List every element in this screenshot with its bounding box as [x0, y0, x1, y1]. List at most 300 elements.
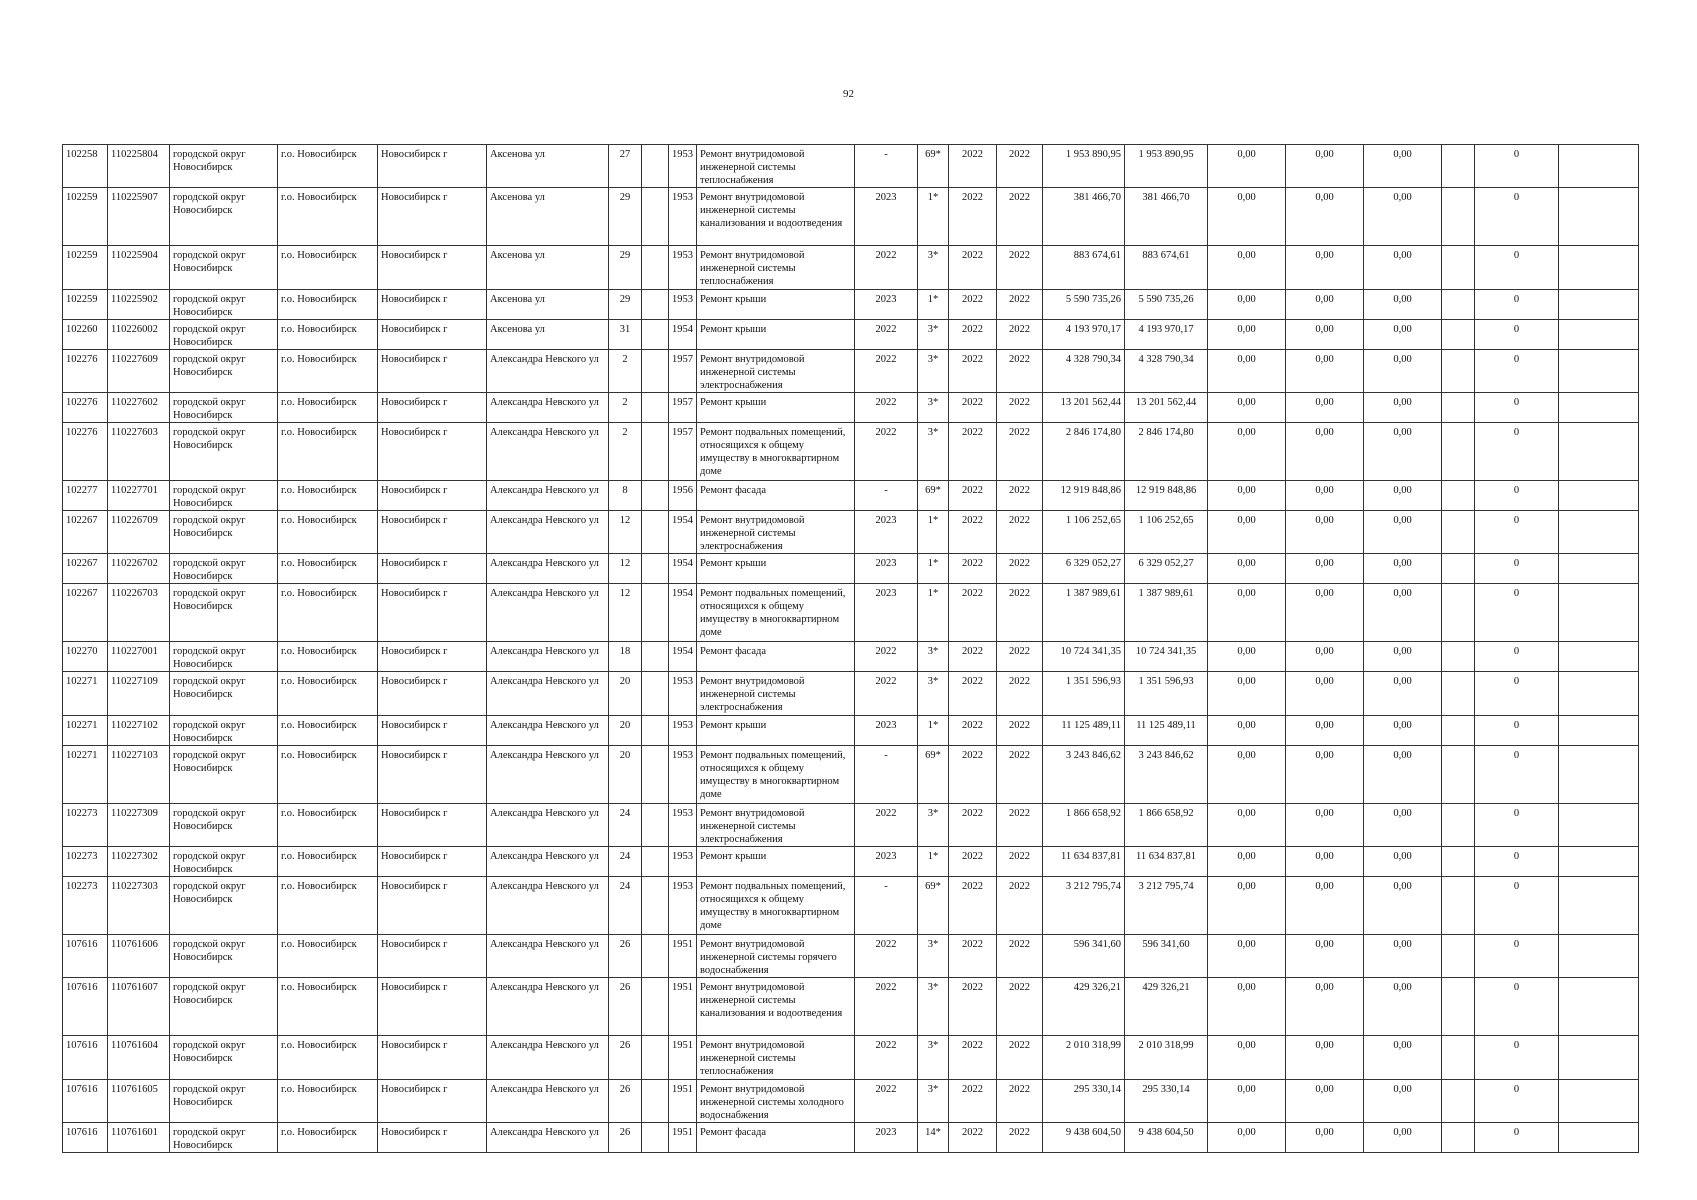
total-cost-cell: 4 193 970,17: [1043, 320, 1125, 350]
table-row: [63, 246, 1639, 290]
budget-local-cell: 0,00: [1364, 145, 1442, 188]
extra-cell: [1442, 877, 1475, 935]
last-cell: [1559, 350, 1639, 393]
build-year-cell: 1953: [669, 145, 697, 188]
fund-cost-cell: 10 724 341,35: [1125, 642, 1208, 672]
municipality-cell: городской округ Новосибирск: [170, 554, 278, 584]
budget-local-cell: 0,00: [1364, 554, 1442, 584]
budget-federal-cell: 0,00: [1208, 423, 1286, 481]
note-mark-cell: 69*: [918, 145, 949, 188]
district-cell: г.о. Новосибирск: [278, 1036, 378, 1080]
start-year-cell: 2022: [949, 511, 997, 554]
planned-year-cell: 2022: [855, 978, 918, 1036]
total-cost-cell: 11 125 489,11: [1043, 716, 1125, 746]
build-year-cell: 1954: [669, 511, 697, 554]
budget-federal-cell: 0,00: [1208, 511, 1286, 554]
budget-local-cell: 0,00: [1364, 642, 1442, 672]
planned-year-cell: 2022: [855, 935, 918, 978]
building-cell: [642, 423, 669, 481]
note-mark-cell: 3*: [918, 978, 949, 1036]
planned-year-cell: 2022: [855, 350, 918, 393]
start-year-cell: 2022: [949, 554, 997, 584]
table-row: [63, 350, 1639, 393]
planned-year-cell: 2023: [855, 511, 918, 554]
work-type-cell: Ремонт крыши: [697, 716, 855, 746]
locality-cell: Новосибирск г: [378, 290, 487, 320]
budget-federal-cell: 0,00: [1208, 188, 1286, 246]
build-year-cell: 1954: [669, 320, 697, 350]
district-cell: г.о. Новосибирск: [278, 481, 378, 511]
work-type-cell: Ремонт крыши: [697, 554, 855, 584]
budget-local-cell: 0,00: [1364, 672, 1442, 716]
building-cell: [642, 145, 669, 188]
house-number-cell: 2: [609, 423, 642, 481]
district-cell: г.о. Новосибирск: [278, 716, 378, 746]
work-type-cell: Ремонт подвальных помещений, относящихся к общему имуществу в многоквартирном доме: [697, 423, 855, 481]
start-year-cell: 2022: [949, 978, 997, 1036]
house-number-cell: 2: [609, 393, 642, 423]
house-id-cell: 102273: [63, 847, 108, 877]
house-number-cell: 26: [609, 1123, 642, 1153]
budget-federal-cell: 0,00: [1208, 1036, 1286, 1080]
budget-local-cell: 0,00: [1364, 290, 1442, 320]
total-cost-cell: 2 846 174,80: [1043, 423, 1125, 481]
budget-local-cell: 0,00: [1364, 481, 1442, 511]
start-year-cell: 2022: [949, 481, 997, 511]
extra-cell: [1442, 320, 1475, 350]
house-id-cell: 102267: [63, 554, 108, 584]
fund-cost-cell: 1 106 252,65: [1125, 511, 1208, 554]
house-number-cell: 12: [609, 584, 642, 642]
end-year-cell: 2022: [997, 554, 1043, 584]
fund-cost-cell: 295 330,14: [1125, 1080, 1208, 1123]
last-cell: [1559, 672, 1639, 716]
last-cell: [1559, 246, 1639, 290]
object-id-cell: 110227109: [108, 672, 170, 716]
street-cell: Александра Невского ул: [487, 423, 609, 481]
end-year-cell: 2022: [997, 320, 1043, 350]
municipality-cell: городской округ Новосибирск: [170, 935, 278, 978]
table-row: [63, 935, 1639, 978]
planned-year-cell: 2022: [855, 804, 918, 847]
registry-body: [63, 145, 1639, 1153]
planned-year-cell: 2022: [855, 393, 918, 423]
municipality-cell: городской округ Новосибирск: [170, 672, 278, 716]
owners-funds-cell: 0: [1475, 978, 1559, 1036]
house-number-cell: 31: [609, 320, 642, 350]
work-type-cell: Ремонт крыши: [697, 290, 855, 320]
house-number-cell: 12: [609, 511, 642, 554]
owners-funds-cell: 0: [1475, 511, 1559, 554]
work-type-cell: Ремонт крыши: [697, 847, 855, 877]
build-year-cell: 1951: [669, 1123, 697, 1153]
start-year-cell: 2022: [949, 423, 997, 481]
municipality-cell: городской округ Новосибирск: [170, 1123, 278, 1153]
start-year-cell: 2022: [949, 393, 997, 423]
build-year-cell: 1956: [669, 481, 697, 511]
extra-cell: [1442, 978, 1475, 1036]
work-type-cell: Ремонт внутридомовой инженерной системы канализования и водоотведения: [697, 978, 855, 1036]
house-id-cell: 102267: [63, 584, 108, 642]
building-cell: [642, 481, 669, 511]
last-cell: [1559, 481, 1639, 511]
fund-cost-cell: 1 351 596,93: [1125, 672, 1208, 716]
budget-regional-cell: 0,00: [1286, 188, 1364, 246]
budget-regional-cell: 0,00: [1286, 511, 1364, 554]
object-id-cell: 110227303: [108, 877, 170, 935]
house-id-cell: 102259: [63, 246, 108, 290]
start-year-cell: 2022: [949, 642, 997, 672]
building-cell: [642, 847, 669, 877]
district-cell: г.о. Новосибирск: [278, 978, 378, 1036]
budget-regional-cell: 0,00: [1286, 804, 1364, 847]
start-year-cell: 2022: [949, 145, 997, 188]
municipality-cell: городской округ Новосибирск: [170, 246, 278, 290]
house-number-cell: 20: [609, 746, 642, 804]
owners-funds-cell: 0: [1475, 804, 1559, 847]
district-cell: г.о. Новосибирск: [278, 847, 378, 877]
locality-cell: Новосибирск г: [378, 1123, 487, 1153]
object-id-cell: 110227603: [108, 423, 170, 481]
owners-funds-cell: 0: [1475, 481, 1559, 511]
budget-regional-cell: 0,00: [1286, 423, 1364, 481]
owners-funds-cell: 0: [1475, 350, 1559, 393]
locality-cell: Новосибирск г: [378, 1080, 487, 1123]
work-type-cell: Ремонт внутридомовой инженерной системы электроснабжения: [697, 804, 855, 847]
end-year-cell: 2022: [997, 716, 1043, 746]
planned-year-cell: 2022: [855, 1036, 918, 1080]
fund-cost-cell: 3 243 846,62: [1125, 746, 1208, 804]
note-mark-cell: 14*: [918, 1123, 949, 1153]
note-mark-cell: 69*: [918, 746, 949, 804]
start-year-cell: 2022: [949, 672, 997, 716]
municipality-cell: городской округ Новосибирск: [170, 642, 278, 672]
budget-federal-cell: 0,00: [1208, 246, 1286, 290]
budget-local-cell: 0,00: [1364, 584, 1442, 642]
owners-funds-cell: 0: [1475, 877, 1559, 935]
last-cell: [1559, 584, 1639, 642]
house-id-cell: 102259: [63, 290, 108, 320]
house-number-cell: 26: [609, 935, 642, 978]
last-cell: [1559, 1123, 1639, 1153]
table-row: [63, 423, 1639, 481]
object-id-cell: 110227102: [108, 716, 170, 746]
district-cell: г.о. Новосибирск: [278, 290, 378, 320]
object-id-cell: 110761604: [108, 1036, 170, 1080]
house-id-cell: 102258: [63, 145, 108, 188]
total-cost-cell: 381 466,70: [1043, 188, 1125, 246]
owners-funds-cell: 0: [1475, 716, 1559, 746]
budget-federal-cell: 0,00: [1208, 935, 1286, 978]
locality-cell: Новосибирск г: [378, 188, 487, 246]
table-row: [63, 1036, 1639, 1080]
last-cell: [1559, 746, 1639, 804]
owners-funds-cell: 0: [1475, 847, 1559, 877]
house-id-cell: 102277: [63, 481, 108, 511]
start-year-cell: 2022: [949, 716, 997, 746]
total-cost-cell: 883 674,61: [1043, 246, 1125, 290]
end-year-cell: 2022: [997, 290, 1043, 320]
budget-local-cell: 0,00: [1364, 188, 1442, 246]
build-year-cell: 1953: [669, 804, 697, 847]
budget-local-cell: 0,00: [1364, 935, 1442, 978]
fund-cost-cell: 13 201 562,44: [1125, 393, 1208, 423]
planned-year-cell: -: [855, 145, 918, 188]
last-cell: [1559, 188, 1639, 246]
extra-cell: [1442, 804, 1475, 847]
start-year-cell: 2022: [949, 877, 997, 935]
start-year-cell: 2022: [949, 746, 997, 804]
house-id-cell: 102260: [63, 320, 108, 350]
object-id-cell: 110227602: [108, 393, 170, 423]
build-year-cell: 1951: [669, 978, 697, 1036]
district-cell: г.о. Новосибирск: [278, 188, 378, 246]
municipality-cell: городской округ Новосибирск: [170, 978, 278, 1036]
budget-federal-cell: 0,00: [1208, 481, 1286, 511]
district-cell: г.о. Новосибирск: [278, 584, 378, 642]
note-mark-cell: 3*: [918, 393, 949, 423]
table-row: [63, 978, 1639, 1036]
municipality-cell: городской округ Новосибирск: [170, 716, 278, 746]
district-cell: г.о. Новосибирск: [278, 804, 378, 847]
total-cost-cell: 10 724 341,35: [1043, 642, 1125, 672]
owners-funds-cell: 0: [1475, 188, 1559, 246]
build-year-cell: 1953: [669, 188, 697, 246]
planned-year-cell: 2023: [855, 188, 918, 246]
fund-cost-cell: 4 328 790,34: [1125, 350, 1208, 393]
page-number: 92: [843, 88, 854, 100]
street-cell: Александра Невского ул: [487, 511, 609, 554]
district-cell: г.о. Новосибирск: [278, 511, 378, 554]
house-id-cell: 107616: [63, 1036, 108, 1080]
budget-federal-cell: 0,00: [1208, 393, 1286, 423]
planned-year-cell: 2022: [855, 672, 918, 716]
table-row: [63, 746, 1639, 804]
build-year-cell: 1951: [669, 935, 697, 978]
total-cost-cell: 1 351 596,93: [1043, 672, 1125, 716]
house-id-cell: 107616: [63, 935, 108, 978]
end-year-cell: 2022: [997, 877, 1043, 935]
budget-federal-cell: 0,00: [1208, 672, 1286, 716]
building-cell: [642, 1123, 669, 1153]
work-type-cell: Ремонт крыши: [697, 393, 855, 423]
table-row: [63, 877, 1639, 935]
end-year-cell: 2022: [997, 978, 1043, 1036]
table-row: [63, 716, 1639, 746]
extra-cell: [1442, 246, 1475, 290]
object-id-cell: 110225904: [108, 246, 170, 290]
district-cell: г.о. Новосибирск: [278, 746, 378, 804]
object-id-cell: 110226703: [108, 584, 170, 642]
budget-local-cell: 0,00: [1364, 511, 1442, 554]
owners-funds-cell: 0: [1475, 1123, 1559, 1153]
house-number-cell: 29: [609, 246, 642, 290]
street-cell: Александра Невского ул: [487, 746, 609, 804]
work-type-cell: Ремонт подвальных помещений, относящихся к общему имуществу в многоквартирном доме: [697, 877, 855, 935]
object-id-cell: 110761605: [108, 1080, 170, 1123]
planned-year-cell: 2023: [855, 847, 918, 877]
object-id-cell: 110227001: [108, 642, 170, 672]
total-cost-cell: 1 953 890,95: [1043, 145, 1125, 188]
planned-year-cell: -: [855, 481, 918, 511]
house-id-cell: 102259: [63, 188, 108, 246]
planned-year-cell: -: [855, 877, 918, 935]
work-type-cell: Ремонт внутридомовой инженерной системы теплоснабжения: [697, 1036, 855, 1080]
locality-cell: Новосибирск г: [378, 511, 487, 554]
total-cost-cell: 11 634 837,81: [1043, 847, 1125, 877]
house-number-cell: 20: [609, 672, 642, 716]
start-year-cell: 2022: [949, 1123, 997, 1153]
street-cell: Аксенова ул: [487, 290, 609, 320]
district-cell: г.о. Новосибирск: [278, 877, 378, 935]
object-id-cell: 110227609: [108, 350, 170, 393]
house-id-cell: 102273: [63, 804, 108, 847]
street-cell: Александра Невского ул: [487, 1123, 609, 1153]
budget-federal-cell: 0,00: [1208, 877, 1286, 935]
house-id-cell: 102271: [63, 672, 108, 716]
street-cell: Александра Невского ул: [487, 554, 609, 584]
budget-regional-cell: 0,00: [1286, 1080, 1364, 1123]
fund-cost-cell: 11 634 837,81: [1125, 847, 1208, 877]
house-number-cell: 18: [609, 642, 642, 672]
owners-funds-cell: 0: [1475, 935, 1559, 978]
municipality-cell: городской округ Новосибирск: [170, 877, 278, 935]
total-cost-cell: 1 106 252,65: [1043, 511, 1125, 554]
planned-year-cell: 2022: [855, 1080, 918, 1123]
district-cell: г.о. Новосибирск: [278, 1080, 378, 1123]
start-year-cell: 2022: [949, 804, 997, 847]
budget-regional-cell: 0,00: [1286, 642, 1364, 672]
municipality-cell: городской округ Новосибирск: [170, 423, 278, 481]
note-mark-cell: 3*: [918, 804, 949, 847]
budget-federal-cell: 0,00: [1208, 554, 1286, 584]
end-year-cell: 2022: [997, 393, 1043, 423]
locality-cell: Новосибирск г: [378, 423, 487, 481]
district-cell: г.о. Новосибирск: [278, 672, 378, 716]
build-year-cell: 1957: [669, 350, 697, 393]
owners-funds-cell: 0: [1475, 423, 1559, 481]
house-id-cell: 102276: [63, 350, 108, 393]
budget-regional-cell: 0,00: [1286, 847, 1364, 877]
end-year-cell: 2022: [997, 672, 1043, 716]
locality-cell: Новосибирск г: [378, 246, 487, 290]
fund-cost-cell: 429 326,21: [1125, 978, 1208, 1036]
last-cell: [1559, 511, 1639, 554]
last-cell: [1559, 1080, 1639, 1123]
object-id-cell: 110227302: [108, 847, 170, 877]
budget-regional-cell: 0,00: [1286, 716, 1364, 746]
house-id-cell: 102270: [63, 642, 108, 672]
building-cell: [642, 1080, 669, 1123]
planned-year-cell: 2022: [855, 320, 918, 350]
note-mark-cell: 1*: [918, 584, 949, 642]
note-mark-cell: 69*: [918, 877, 949, 935]
house-id-cell: 102276: [63, 393, 108, 423]
start-year-cell: 2022: [949, 290, 997, 320]
building-cell: [642, 350, 669, 393]
work-type-cell: Ремонт фасада: [697, 1123, 855, 1153]
owners-funds-cell: 0: [1475, 554, 1559, 584]
budget-federal-cell: 0,00: [1208, 746, 1286, 804]
building-cell: [642, 746, 669, 804]
municipality-cell: городской округ Новосибирск: [170, 746, 278, 804]
municipality-cell: городской округ Новосибирск: [170, 393, 278, 423]
district-cell: г.о. Новосибирск: [278, 393, 378, 423]
build-year-cell: 1953: [669, 716, 697, 746]
fund-cost-cell: 12 919 848,86: [1125, 481, 1208, 511]
planned-year-cell: 2023: [855, 290, 918, 320]
house-id-cell: 102276: [63, 423, 108, 481]
end-year-cell: 2022: [997, 188, 1043, 246]
build-year-cell: 1957: [669, 393, 697, 423]
street-cell: Александра Невского ул: [487, 672, 609, 716]
house-number-cell: 27: [609, 145, 642, 188]
fund-cost-cell: 1 387 989,61: [1125, 584, 1208, 642]
object-id-cell: 110225902: [108, 290, 170, 320]
last-cell: [1559, 554, 1639, 584]
owners-funds-cell: 0: [1475, 642, 1559, 672]
total-cost-cell: 1 387 989,61: [1043, 584, 1125, 642]
owners-funds-cell: 0: [1475, 584, 1559, 642]
object-id-cell: 110226702: [108, 554, 170, 584]
budget-federal-cell: 0,00: [1208, 145, 1286, 188]
municipality-cell: городской округ Новосибирск: [170, 188, 278, 246]
budget-regional-cell: 0,00: [1286, 978, 1364, 1036]
fund-cost-cell: 3 212 795,74: [1125, 877, 1208, 935]
house-number-cell: 29: [609, 188, 642, 246]
total-cost-cell: 2 010 318,99: [1043, 1036, 1125, 1080]
budget-federal-cell: 0,00: [1208, 320, 1286, 350]
building-cell: [642, 935, 669, 978]
fund-cost-cell: 2 010 318,99: [1125, 1036, 1208, 1080]
note-mark-cell: 1*: [918, 554, 949, 584]
municipality-cell: городской округ Новосибирск: [170, 145, 278, 188]
start-year-cell: 2022: [949, 188, 997, 246]
budget-federal-cell: 0,00: [1208, 804, 1286, 847]
locality-cell: Новосибирск г: [378, 320, 487, 350]
object-id-cell: 110227701: [108, 481, 170, 511]
fund-cost-cell: 381 466,70: [1125, 188, 1208, 246]
end-year-cell: 2022: [997, 804, 1043, 847]
object-id-cell: 110761601: [108, 1123, 170, 1153]
budget-regional-cell: 0,00: [1286, 935, 1364, 978]
street-cell: Александра Невского ул: [487, 584, 609, 642]
municipality-cell: городской округ Новосибирск: [170, 320, 278, 350]
owners-funds-cell: 0: [1475, 393, 1559, 423]
street-cell: Александра Невского ул: [487, 393, 609, 423]
end-year-cell: 2022: [997, 423, 1043, 481]
total-cost-cell: 4 328 790,34: [1043, 350, 1125, 393]
extra-cell: [1442, 847, 1475, 877]
end-year-cell: 2022: [997, 1036, 1043, 1080]
budget-local-cell: 0,00: [1364, 423, 1442, 481]
owners-funds-cell: 0: [1475, 320, 1559, 350]
budget-local-cell: 0,00: [1364, 1036, 1442, 1080]
total-cost-cell: 295 330,14: [1043, 1080, 1125, 1123]
building-cell: [642, 188, 669, 246]
build-year-cell: 1953: [669, 246, 697, 290]
budget-regional-cell: 0,00: [1286, 1036, 1364, 1080]
locality-cell: Новосибирск г: [378, 481, 487, 511]
note-mark-cell: 1*: [918, 511, 949, 554]
table-row: [63, 393, 1639, 423]
start-year-cell: 2022: [949, 350, 997, 393]
extra-cell: [1442, 672, 1475, 716]
work-type-cell: Ремонт внутридомовой инженерной системы холодного водоснабжения: [697, 1080, 855, 1123]
budget-regional-cell: 0,00: [1286, 393, 1364, 423]
budget-regional-cell: 0,00: [1286, 350, 1364, 393]
fund-cost-cell: 2 846 174,80: [1125, 423, 1208, 481]
